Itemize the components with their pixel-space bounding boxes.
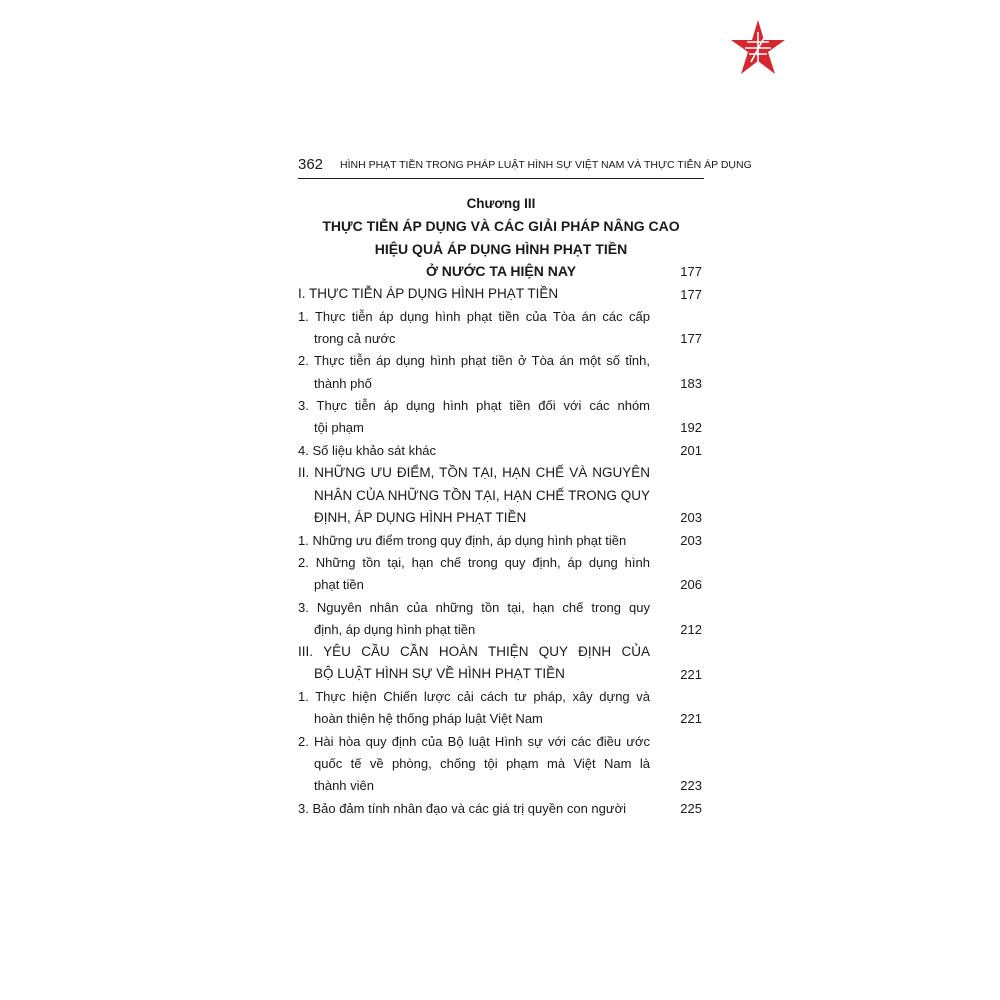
toc-page-number: 177 xyxy=(680,287,702,302)
toc-entry-line: tội phạm xyxy=(314,420,364,435)
running-title: HÌNH PHẠT TIỀN TRONG PHÁP LUẬT HÌNH SỰ VIỆT NAM VÀ THỰC TIỄN ÁP DỤNG xyxy=(340,159,752,171)
running-header xyxy=(298,154,752,179)
toc-entry-line: 1. Thực tiễn áp dụng hình phạt tiền của Tòa án các cấp xyxy=(298,309,650,324)
chapter-label: Chương III xyxy=(466,196,536,211)
toc-entry-line: 2. Những tồn tại, hạn chế trong quy định, áp dụng hình xyxy=(298,555,650,570)
toc-entry-line: trong cả nước xyxy=(314,331,396,346)
toc-page-number: 221 xyxy=(680,667,702,682)
toc-entry-line: II. NHỮNG ƯU ĐIỂM, TỒN TẠI, HẠN CHẾ VÀ NGUYÊN xyxy=(298,465,650,480)
toc-page-number: 192 xyxy=(680,420,702,435)
toc-page-number: 206 xyxy=(680,577,702,592)
toc-entry-line: 3. Bảo đảm tính nhân đạo và các giá trị quyền con người xyxy=(298,801,626,816)
page-number: 362 xyxy=(298,156,324,173)
toc-entry-line: 4. Số liệu khảo sát khác xyxy=(298,443,437,458)
toc-entry-line: 1. Những ưu điểm trong quy định, áp dụng hình phạt tiền xyxy=(298,533,627,548)
toc-entry-line: định, áp dụng hình phạt tiền xyxy=(314,622,476,637)
toc-entry-line: III. YÊU CẦU CẦN HOÀN THIỆN QUY ĐỊNH CỦA xyxy=(298,644,650,659)
toc-page-number: 177 xyxy=(680,331,702,346)
toc-entry-line: 3. Thực tiễn áp dụng hình phạt tiền đối với các nhóm xyxy=(298,398,650,413)
chapter-title-line: Ở NƯỚC TA HIỆN NAY xyxy=(425,263,577,279)
toc-entry-line: BỘ LUẬT HÌNH SỰ VỀ HÌNH PHẠT TIỀN xyxy=(314,666,565,681)
toc-page-number: 212 xyxy=(680,622,702,637)
toc-page-number: 221 xyxy=(680,711,702,726)
publisher-logo-icon xyxy=(727,18,789,80)
toc-page-number: 177 xyxy=(680,264,702,279)
toc-page-number: 183 xyxy=(680,376,702,391)
toc-entry-line: phạt tiền xyxy=(314,577,364,592)
toc-page-number: 223 xyxy=(680,778,702,793)
toc-entry-line: thành viên xyxy=(314,778,374,793)
toc-entry-line: 1. Thực hiện Chiến lược cải cách tư pháp, xây dựng và xyxy=(298,689,650,704)
toc-page-number: 203 xyxy=(680,533,702,548)
chapter-title-line: HIỆU QUẢ ÁP DỤNG HÌNH PHẠT TIỀN xyxy=(374,241,628,257)
toc-page-number: 201 xyxy=(680,443,702,458)
toc-entry-line: 2. Thực tiễn áp dụng hình phạt tiền ở Tòa án một số tỉnh, xyxy=(298,353,650,368)
toc-page-number: 225 xyxy=(680,801,702,816)
toc-page-number: 203 xyxy=(680,510,702,525)
toc-entry-line: NHÂN CỦA NHỮNG TỒN TẠI, HẠN CHẾ TRONG QUY xyxy=(314,488,650,503)
toc-entry-line: thành phố xyxy=(314,376,372,391)
toc-entry-line: ĐỊNH, ÁP DỤNG HÌNH PHẠT TIỀN xyxy=(314,510,527,525)
toc-entry-line: 3. Nguyên nhân của những tồn tại, hạn chế trong quy xyxy=(298,600,650,615)
toc-entry-line: I. THỰC TIỄN ÁP DỤNG HÌNH PHẠT TIỀN xyxy=(298,286,559,301)
toc-entry-line: hoàn thiện hệ thống pháp luật Việt Nam xyxy=(314,711,543,726)
chapter-title-line: THỰC TIỄN ÁP DỤNG VÀ CÁC GIẢI PHÁP NÂNG CAO xyxy=(322,218,680,234)
toc-entry-line: 2. Hài hòa quy định của Bộ luật Hình sự với các điều ước xyxy=(298,734,650,749)
toc-entry-line: quốc tế về phòng, chống tội phạm mà Việt Nam là xyxy=(314,756,650,771)
